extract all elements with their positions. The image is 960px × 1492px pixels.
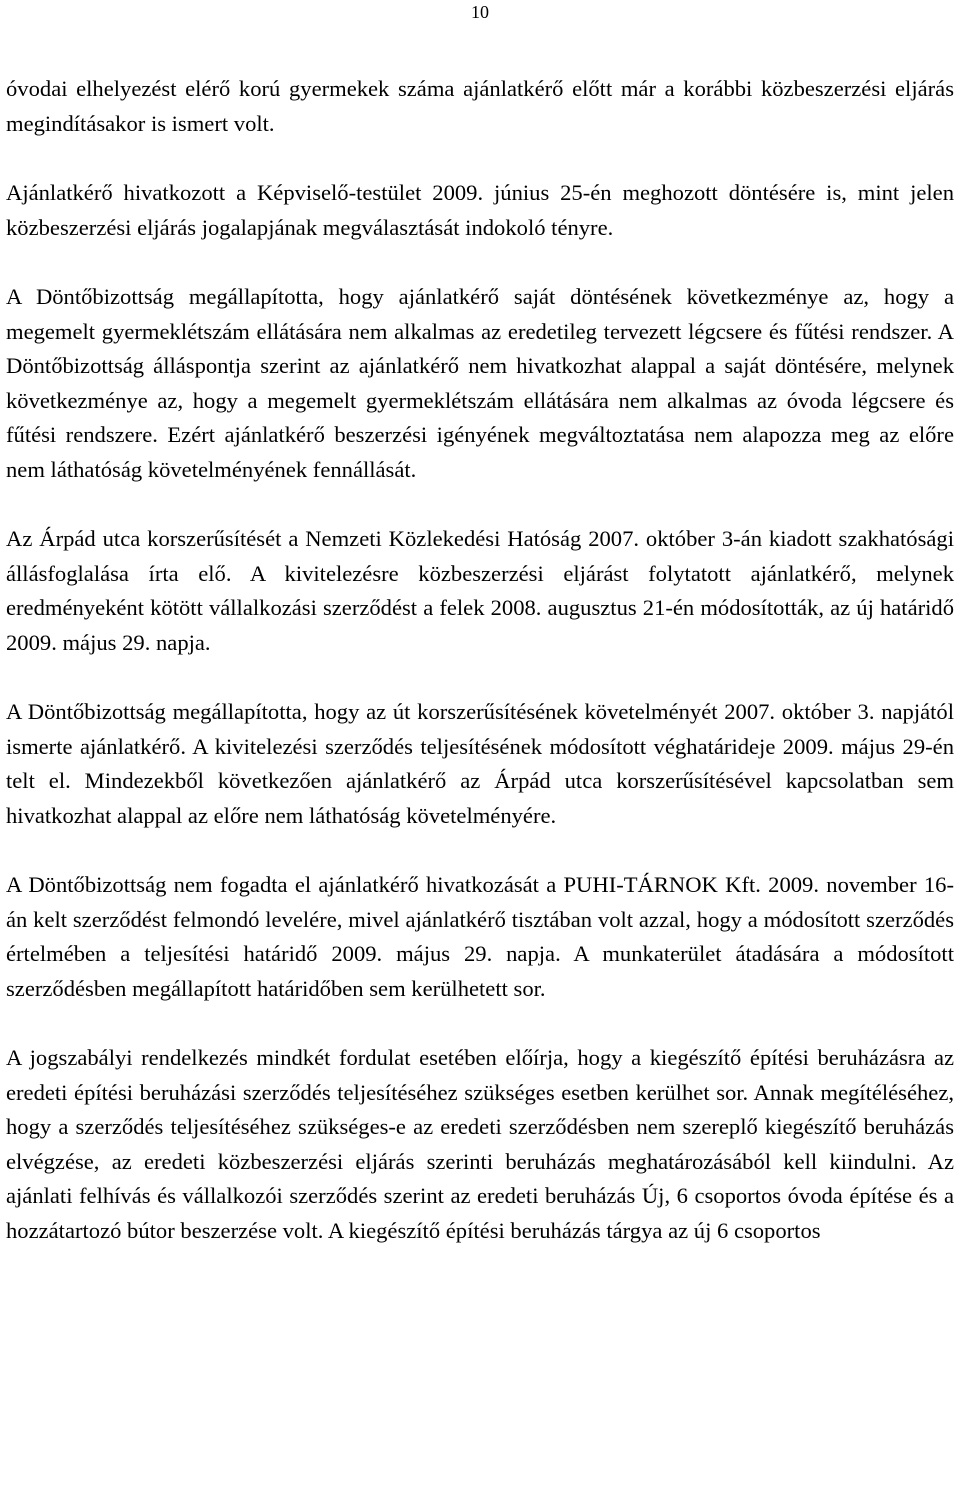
paragraph-council-decision: Ajánlatkérő hivatkozott a Képviselő-testület 2009. június 25-én meghozott döntésére is, mint jelen közbeszerzési eljárás jogalapjának megválasztását indokoló tényre. bbox=[6, 180, 954, 240]
paragraph-ventilation-heating: A Döntőbizottság megállapította, hogy ajánlatkérő saját döntésének következménye az, hogy a megemelt gyermeklétszám ellátására nem alkalmas az eredetileg tervezett légcsere és fűtési rendszer. A Döntőbizottság álláspontja szerint az ajánlatkérő nem hivatkozhat alappal a saját döntésére, melynek következménye az, hogy a megemelt gyermeklétszám ellátására nem alkalmas az óvoda légcsere és fűtési rendszere. Ezért ajánlatkérő beszerzési igényének megváltoztatása nem alapozza meg az előre nem láthatóság követelményének fennállását. bbox=[6, 284, 954, 482]
paragraph-supplementary-works: A jogszabályi rendelkezés mindkét fordulat esetében előírja, hogy a kiegészítő építési beruházásra az eredeti építési beruházási szerződés teljesítéséhez szükséges esetben kerülhet sor. Annak megítéléséhez, hogy a szerződés teljesítéséhez szükséges-e az eredeti szerződésben nem szereplő kiegészítő beruházás elvégzése, az eredeti közbeszerzési eljárás szerinti beruházás meghatározásából kell kiindulni. Az ajánlati felhívás és vállalkozói szerződés szerint az eredeti beruházás Új, 6 csoportos óvoda építése és a hozzátartozó bútor beszerzése volt. A kiegészítő építési beruházás tárgya az új 6 csoportos bbox=[6, 1045, 954, 1243]
paragraph-kindergarten-enrollment: óvodai elhelyezést elérő korú gyermekek száma ajánlatkérő előtt már a korábbi közbeszerzési eljárás megindításakor is ismert volt. bbox=[6, 76, 954, 136]
paragraph-arpad-street: Az Árpád utca korszerűsítését a Nemzeti Közlekedési Hatóság 2007. október 3-án kiadott szakhatósági állásfoglalása írta elő. A kivitelezésre közbeszerzési eljárást folytatott ajánlatkérő, melynek eredményeként kötött vállalkozási szerződést a felek 2008. augusztus 21-én módosították, az új határidő 2009. május 29. napja. bbox=[6, 526, 954, 655]
document-body bbox=[6, 72, 954, 1248]
page-number: 10 bbox=[471, 2, 489, 22]
paragraph-puhi-tarnok: A Döntőbizottság nem fogadta el ajánlatkérő hivatkozását a PUHI-TÁRNOK Kft. 2009. november 16-án kelt szerződést felmondó levelére, mivel ajánlatkérő tisztában volt azzal, hogy a módosított szerződés értelmében a teljesítési határidő 2009. május 29. napja. A munkaterület átadására a módosított szerződésben megállapított határidőben sem kerülhetett sor. bbox=[6, 872, 954, 1001]
paragraph-road-modernization: A Döntőbizottság megállapította, hogy az út korszerűsítésének követelményét 2007. október 3. napjától ismerte ajánlatkérő. A kivitelezési szerződés teljesítésének módosított véghatárideje 2009. május 29-én telt el. Mindezekből következően ajánlatkérő az Árpád utca korszerűsítésével kapcsolatban sem hivatkozhat alappal az előre nem láthatóság követelményére. bbox=[6, 699, 954, 828]
